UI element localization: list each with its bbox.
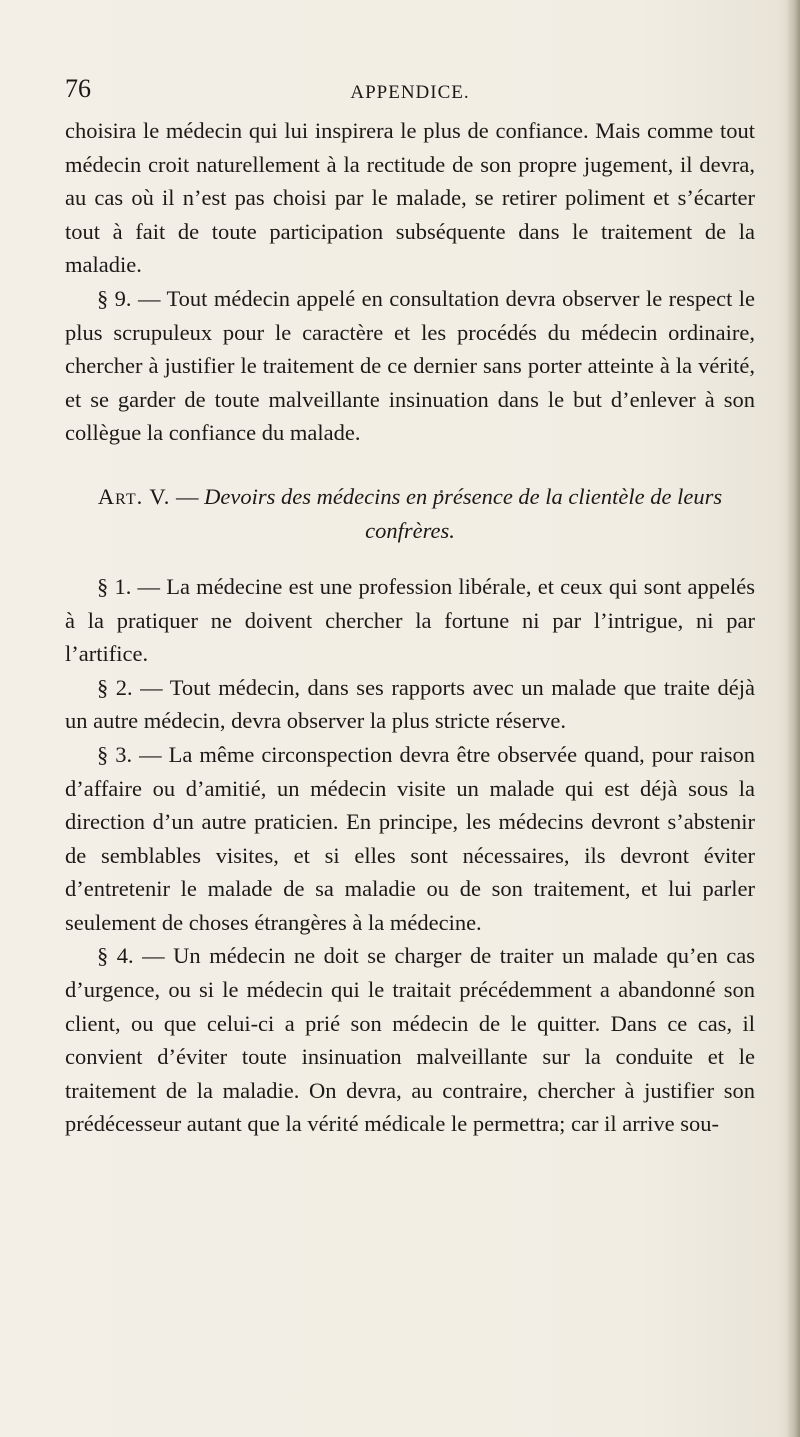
running-head: APPENDICE.	[350, 82, 470, 103]
paragraph-section-4: § 4. — Un médecin ne doit se charger de traiter un malade qu’en cas d’urgence, ou si le médecin qui le traitait précédemment a abandonné son client, ou que celui-ci a prié son médecin de le quitter. Dans ce cas, il convient d’éviter toute insinuation malveillante sur la conduite et le traitement de la maladie. On devra, au contraire, chercher à justifier son prédécesseur autant que la vérité médicale le permettra; car il arrive sou-	[65, 943, 755, 1137]
paragraph-section-1: § 1. — La médecine est une profession libérale, et ceux qui sont appelés à la pratiquer ne doivent chercher la fortune ni par l’intrigue, ni par l’artifice.	[65, 573, 755, 667]
body-text	[65, 114, 755, 1141]
page-number: 76	[65, 74, 91, 103]
article-title: Devoirs des médecins en présence de la clientèle de leurs confrères.	[204, 483, 723, 543]
article-heading	[65, 480, 755, 548]
page-header	[65, 74, 755, 108]
paragraph-section-2: § 2. — Tout médecin, dans ses rapports avec un malade que traite déjà un autre médecin, devra observer la plus stricte réserve.	[65, 674, 755, 734]
paragraph-section-9: § 9. — Tout médecin appelé en consultation devra observer le respect le plus scrupuleux pour le caractère et les procédés du médecin ordinaire, chercher à justifier le traitement de ce dernier sans porter atteinte à la vérité, et se garder de toute malveillante insinuation dans le but d’enlever à son collègue la confiance du malade.	[65, 285, 755, 446]
article-dash: —	[170, 483, 205, 509]
article-label: Art. V.	[97, 483, 171, 509]
paragraph-continuation: choisira le médecin qui lui inspirera le plus de confiance. Mais comme tout médecin croit naturellement à la rectitude de son propre jugement, il devra, au cas où il n’est pas choisi par le malade, se retirer poliment et s’écarter tout à fait de toute participation subséquente dans le traitement de la maladie.	[65, 118, 755, 278]
page-edge-shadow	[786, 0, 800, 1437]
paragraph-section-3: § 3. — La même circonspection devra être observée quand, pour raison d’affaire ou d’amitié, un médecin visite un malade qui est déjà sous la direction d’un autre praticien. En principe, les médecins devront s’abstenir de semblables visites, et si elles sont nécessaires, ils devront éviter d’entretenir le malade de sa maladie ou de son traitement, et lui parler seulement de choses étrangères à la médecine.	[65, 741, 755, 935]
